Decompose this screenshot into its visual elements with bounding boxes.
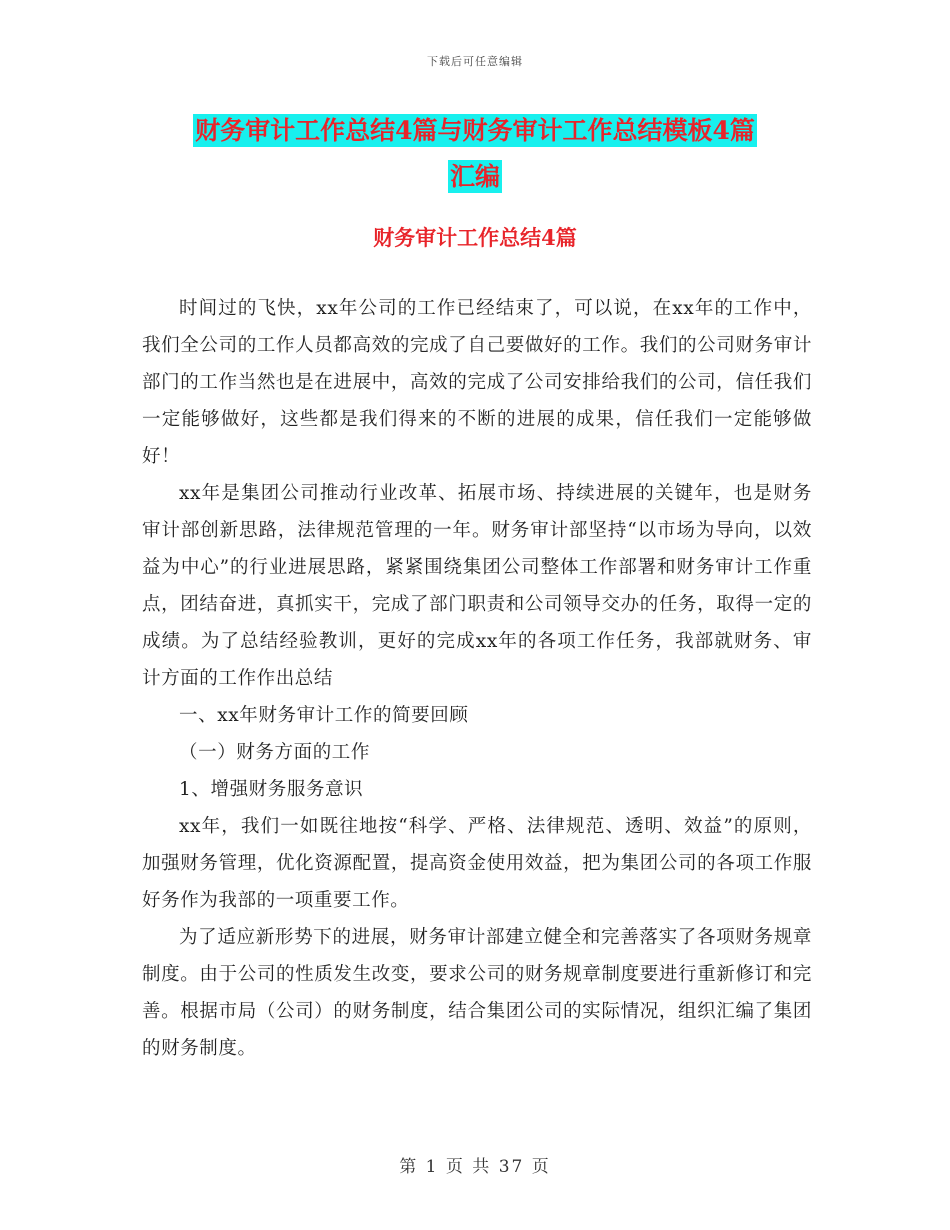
document-body <box>142 290 812 1067</box>
paragraph: xx年是集团公司推动行业改革、拓展市场、持续进展的关键年，也是财务审计部创新思路，法律规范管理的一年。财务审计部坚持“以市场为导向，以效益为中心”的行业进展思路，紧紧围绕集团公司整体工作部署和财务审计工作重点，团结奋进，真抓实干，完成了部门职责和公司领导交办的任务，取得一定的成绩。为了总结经验教训，更好的完成xx年的各项工作任务，我部就财务、审计方面的工作作出总结 <box>142 483 812 689</box>
heading-level-3: 1、增强财务服务意识 <box>179 779 364 800</box>
paragraph: 时间过的飞快，xx年公司的工作已经结束了，可以说，在xx年的工作中，我们全公司的工作人员都高效的完成了自己要做好的工作。我们的公司财务审计部门的工作当然也是在进展中，高效的完成了公司安排给我们的公司，信任我们一定能够做好，这些都是我们得来的不断的进展的成果，信任我们一定能够做好！ <box>142 298 812 467</box>
document-title-line-1: 财务审计工作总结4篇与财务审计工作总结模板4篇 <box>195 116 755 145</box>
heading-level-1: 一、xx年财务审计工作的简要回顾 <box>179 705 469 726</box>
section-title: 财务审计工作总结4篇 <box>373 225 577 250</box>
document-title <box>140 108 810 200</box>
paragraph: 为了适应新形势下的进展，财务审计部建立健全和完善落实了各项财务规章制度。由于公司的性质发生改变，要求公司的财务规章制度要进行重新修订和完善。根据市局（公司）的财务制度，结合集团公司的实际情况，组织汇编了集团的财务制度。 <box>142 927 812 1059</box>
document-title-line-2: 汇编 <box>449 162 500 191</box>
paragraph: xx年，我们一如既往地按“科学、严格、法律规范、透明、效益”的原则，加强财务管理，优化资源配置，提高资金使用效益，把为集团公司的各项工作服好务作为我部的一项重要工作。 <box>142 816 812 911</box>
heading-level-2: （一）财务方面的工作 <box>179 742 371 763</box>
page-footer: 第 1 页 共 37 页 <box>399 1157 551 1177</box>
page-header-note: 下载后可任意编辑 <box>427 55 523 68</box>
